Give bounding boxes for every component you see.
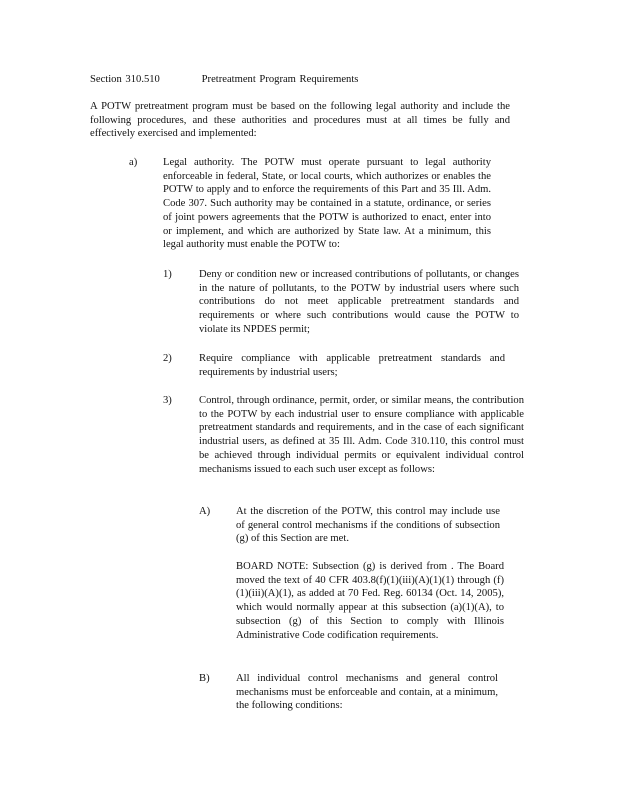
- section-heading: [90, 73, 358, 87]
- item-B-marker: B): [199, 673, 210, 684]
- item-1-text: Deny or condition new or increased contributions of pollutants, or changes in the nature of pollutants, to the POTW by industrial users where such contributions do not meet applicable pretreatment standards and requirements or where such contributions would cause the POTW to violate its NPDES permit;: [199, 269, 519, 335]
- intro-paragraph: A POTW pretreatment program must be based on the following legal authority and include the following procedures, and these authorities and procedures must at all times be fully and effectively exercised and implemented:: [90, 101, 510, 140]
- item-2-marker: 2): [163, 353, 172, 364]
- item-3-marker: 3): [163, 395, 172, 406]
- subsection-a-marker: a): [129, 157, 138, 168]
- section-title: Pretreatment Program Requirements: [201, 74, 359, 85]
- section-number: Section 310.510: [90, 74, 160, 85]
- board-note: BOARD NOTE: Subsection (g) is derived from . The Board moved the text of 40 CFR 403.8(f)(1)(iii)(A)(1)(1) through (f)(1)(iii)(A)(1), as added at 70 Fed. Reg. 60134 (Oct. 14, 2005), which would normally appear at this subsection (a)(1)(A), to subsection (g) of this Section to comply with Illinois Administrative Code codification requirements.: [236, 561, 504, 641]
- item-2-text: Require compliance with applicable pretreatment standards and requirements by industrial users;: [199, 353, 505, 378]
- item-1-marker: 1): [163, 269, 172, 280]
- item-B-text: All individual control mechanisms and general control mechanisms must be enforceable and contain, at a minimum, the following conditions:: [236, 673, 498, 712]
- item-A-text: At the discretion of the POTW, this control may include use of general control mechanisms if the conditions of subsection (g) of this Section are met.: [236, 506, 500, 545]
- subsection-a-text: Legal authority. The POTW must operate pursuant to legal authority enforceable in federal, State, or local courts, which authorizes or enables the POTW to apply and to enforce the requirements of this Part and 35 Ill. Adm. Code 307. Such authority may be contained in a statute, ordinance, or series of joint powers agreements that the POTW is authorized to enact, enter into or implement, and which are authorized by State law. At a minimum, this legal authority must enable the POTW to:: [163, 157, 491, 251]
- item-3-text: Control, through ordinance, permit, order, or similar means, the contribution to the POTW by each industrial user to ensure compliance with applicable pretreatment standards and requirements, and in the case of each significant industrial users, as defined at 35 Ill. Adm. Code 310.110, this control must be achieved through individual permits or equivalent individual control mechanisms issued to each such user except as follows:: [199, 395, 524, 475]
- item-A-marker: A): [199, 506, 211, 517]
